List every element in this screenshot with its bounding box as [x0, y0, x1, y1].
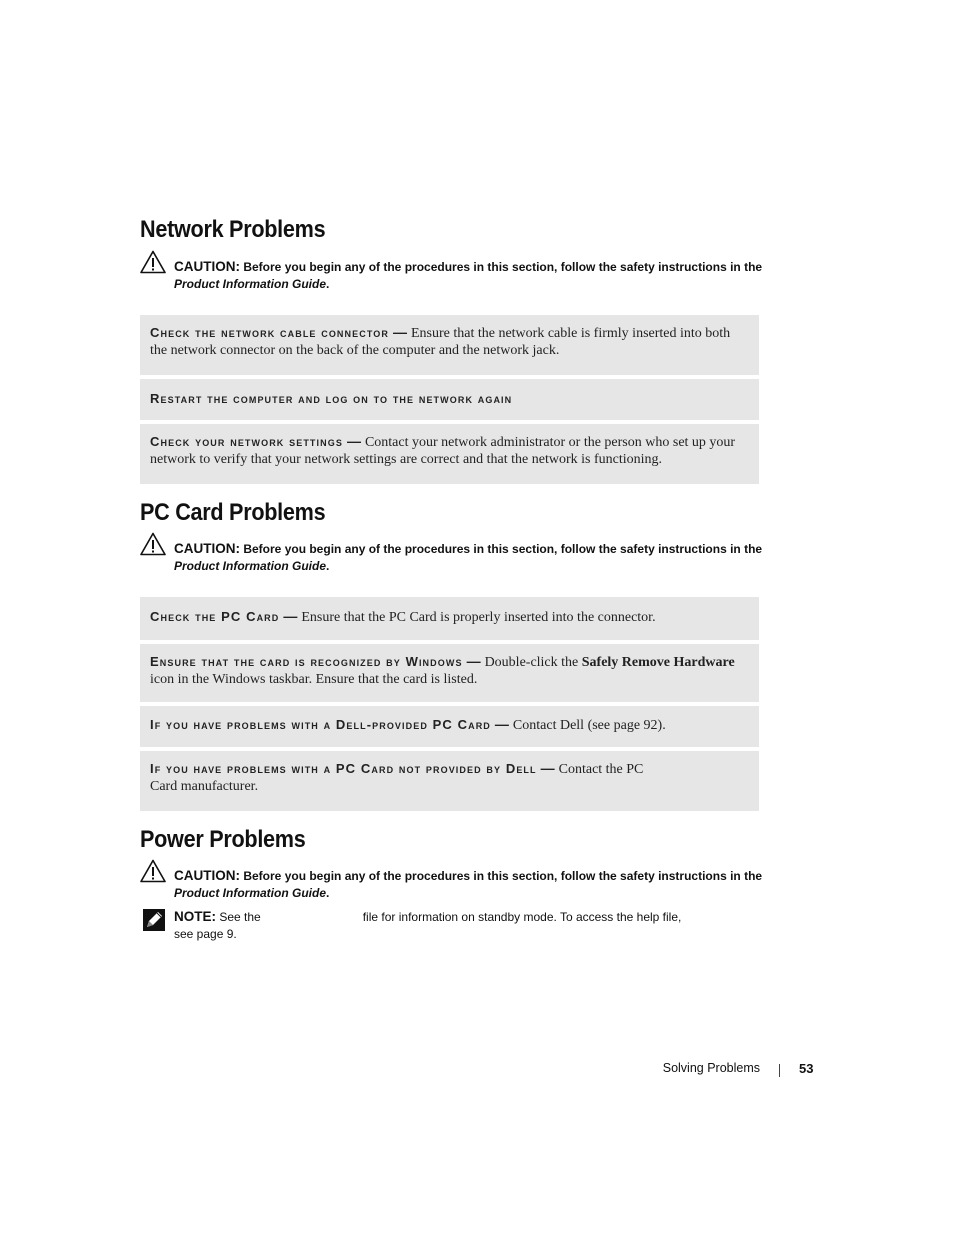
item-text: Contact the PC Card manufacturer. — [150, 762, 644, 794]
caution-label: CAUTION: — [174, 868, 240, 883]
item-text-post: icon in the Windows taskbar. Ensure that the card is listed. — [150, 672, 478, 687]
caution-power — [140, 867, 765, 902]
caution-pc-card — [140, 540, 765, 575]
footer-section-title: Solving Problems — [662, 1061, 760, 1075]
item-heading: If you have problems with a Dell-provided PC Card — [150, 717, 491, 732]
heading-network-problems: Network Problems — [140, 216, 326, 243]
caution-triangle-icon — [140, 532, 166, 556]
caution-triangle-icon — [140, 859, 166, 883]
caution-end: . — [326, 277, 330, 291]
safely-remove-hardware-label: Safely Remove Hardware — [581, 655, 735, 670]
footer-divider — [779, 1064, 780, 1077]
pccard-item-check-card — [140, 597, 759, 640]
caution-text: Before you begin any of the procedures in this section, follow the safety instructions in the — [243, 260, 763, 274]
caution-guide: Product Information Guide — [174, 886, 326, 900]
caution-guide: Product Information Guide — [174, 277, 326, 291]
caution-label: CAUTION: — [174, 541, 240, 556]
caution-triangle-icon — [140, 250, 166, 274]
caution-end: . — [326, 886, 330, 900]
pccard-item-dell-provided — [140, 706, 759, 747]
caution-end: . — [326, 559, 330, 573]
page-footer — [600, 1061, 820, 1081]
item-text: Ensure that the network cable is firmly inserted into both the network connector on the back of the computer and the network jack. — [150, 326, 731, 358]
caution-text: Before you begin any of the procedures in this section, follow the safety instructions in the — [243, 542, 763, 556]
page-number: 53 — [799, 1061, 814, 1076]
item-dash: — — [494, 716, 509, 732]
pccard-item-recognized — [140, 644, 759, 702]
note-text-line2: see page 9. — [174, 927, 237, 941]
caution-guide: Product Information Guide — [174, 559, 326, 573]
item-text: Contact your network administrator or the person who set up your network to verify that your network settings are correct and that the network is functioning. — [150, 435, 736, 467]
item-heading: Check the network cable connector — [150, 325, 389, 340]
item-heading: Check your network settings — [150, 434, 343, 449]
caution-text: Before you begin any of the procedures in this section, follow the safety instructions in the — [243, 869, 763, 883]
note-label: NOTE: — [174, 909, 216, 924]
caution-network — [140, 258, 765, 293]
note-power — [140, 908, 760, 943]
item-dash: — — [346, 433, 361, 449]
network-item-check-settings — [140, 424, 759, 484]
item-dash: — — [392, 324, 407, 340]
item-heading: Check the PC Card — [150, 609, 280, 624]
item-text-pre: Double-click the — [484, 655, 579, 670]
note-text-pre: See the — [219, 910, 261, 924]
heading-power-problems: Power Problems — [140, 826, 306, 853]
item-heading: Ensure that the card is recognized by Windows — [150, 654, 463, 669]
caution-label: CAUTION: — [174, 259, 240, 274]
item-dash: — — [283, 608, 298, 624]
item-text: Ensure that the PC Card is properly inserted into the connector. — [301, 610, 656, 625]
item-heading: Restart the computer and log on to the network again — [150, 391, 513, 406]
item-dash: — — [466, 653, 481, 669]
item-text: Contact Dell (see page 92). — [512, 718, 666, 733]
item-dash: — — [540, 760, 555, 776]
note-pencil-icon — [143, 909, 165, 931]
item-heading: If you have problems with a PC Card not provided by Dell — [150, 761, 537, 776]
note-text-post: file for information on standby mode. To access the help file, — [362, 910, 682, 924]
network-item-check-cable — [140, 315, 759, 375]
pccard-item-not-dell — [140, 751, 759, 811]
heading-pc-card-problems: PC Card Problems — [140, 499, 326, 526]
network-item-restart — [140, 379, 759, 420]
